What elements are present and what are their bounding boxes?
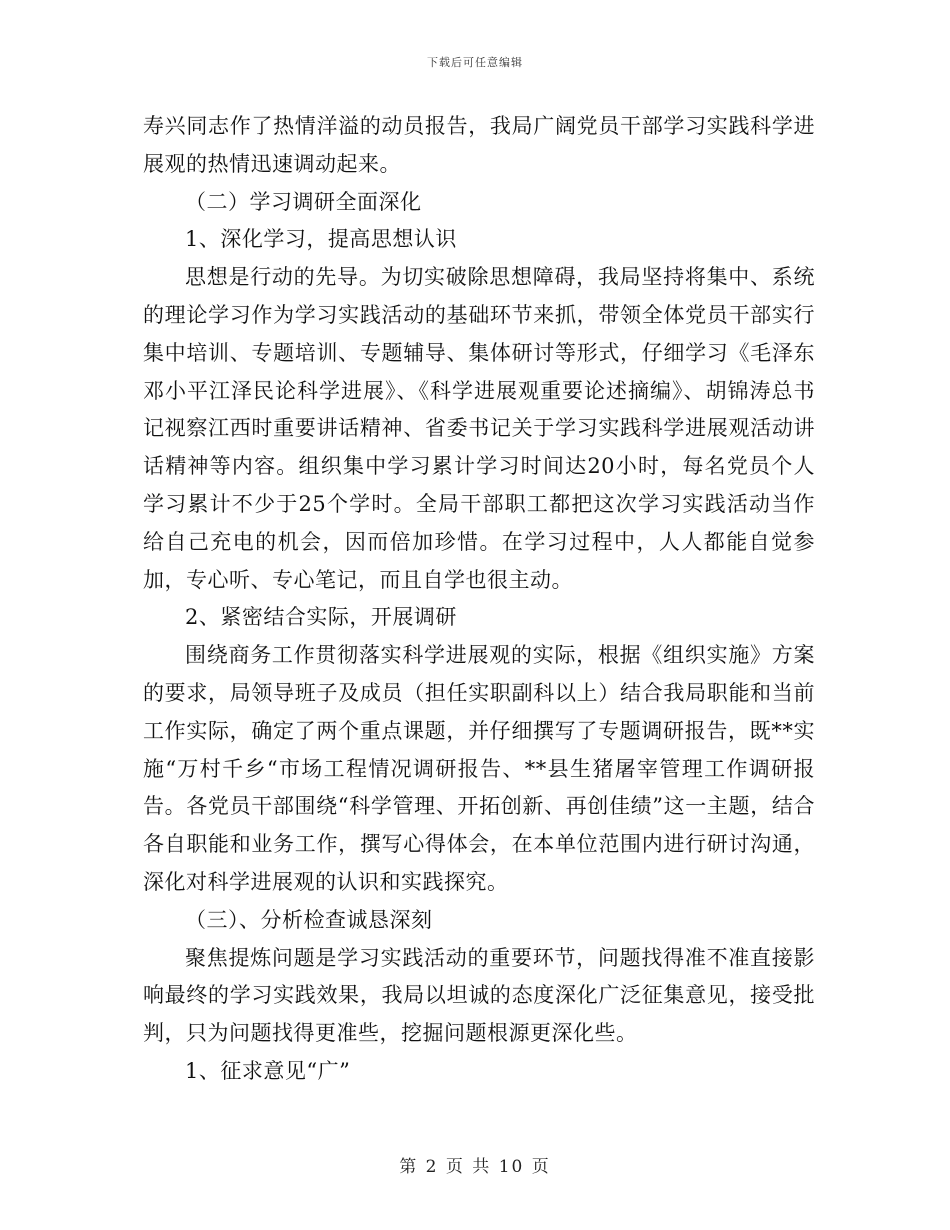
document-body [143, 108, 815, 1091]
section-heading-2: （二）学习调研全面深化 [185, 189, 422, 214]
paragraph-analysis: 聚焦提炼问题是学习实践活动的重要环节，问题找得准不准直接影响最终的学习实践效果，我局以坦诚的态度深化广泛征集意见，接受批判，只为问题找得更准些，挖掘问题根源更深化些。 [143, 945, 815, 1046]
subsection-heading-opinions: 1、征求意见“广” [185, 1058, 351, 1083]
page-header-note: 下载后可任意编辑 [427, 56, 523, 69]
paragraph-study: 思想是行动的先导。为切实破除思想障碍，我局坚持将集中、系统的理论学习作为学习实践活动的基础环节来抓，带领全体党员干部实行集中培训、专题培训、专题辅导、集体研讨等形式，仔细学习《毛泽东邓小平江泽民论科学进展》、《科学进展观重要论述摘编》、胡锦涛总书记视察江西时重要讲话精神、省委书记关于学习实践科学进展观活动讲话精神等内容。组织集中学习累计学习时间达20小时，每名党员个人学习累计不少于25个学时。全局干部职工都把这次学习实践活动当作给自己充电的机会，因而倍加珍惜。在学习过程中，人人都能自觉参加，专心听、专心笔记，而且自学也很主动。 [143, 265, 815, 592]
paragraph-research: 围绕商务工作贯彻落实科学进展观的实际，根据《组织实施》方案的要求，局领导班子及成员（担任实职副科以上）结合我局职能和当前工作实际，确定了两个重点课题，并仔细撰写了专题调研报告，既**实施“万村千乡“市场工程情况调研报告、**县生猪屠宰管理工作调研报告。各党员干部围绕“科学管理、开拓创新、再创佳绩”这一主题，结合各自职能和业务工作，撰写心得体会，在本单位范围内进行研讨沟通，深化对科学进展观的认识和实践探究。 [143, 643, 815, 894]
page-number-footer: 第 2 页 共 10 页 [399, 1157, 551, 1177]
subsection-heading-study: 1、深化学习，提高思想认识 [185, 227, 457, 252]
paragraph-continuation: 寿兴同志作了热情洋溢的动员报告，我局广阔党员干部学习实践科学进展观的热情迅速调动起来。 [143, 114, 815, 176]
section-heading-3: （三）、分析检查诚恳深刻 [185, 907, 433, 932]
subsection-heading-research: 2、紧密结合实际，开展调研 [185, 605, 457, 630]
